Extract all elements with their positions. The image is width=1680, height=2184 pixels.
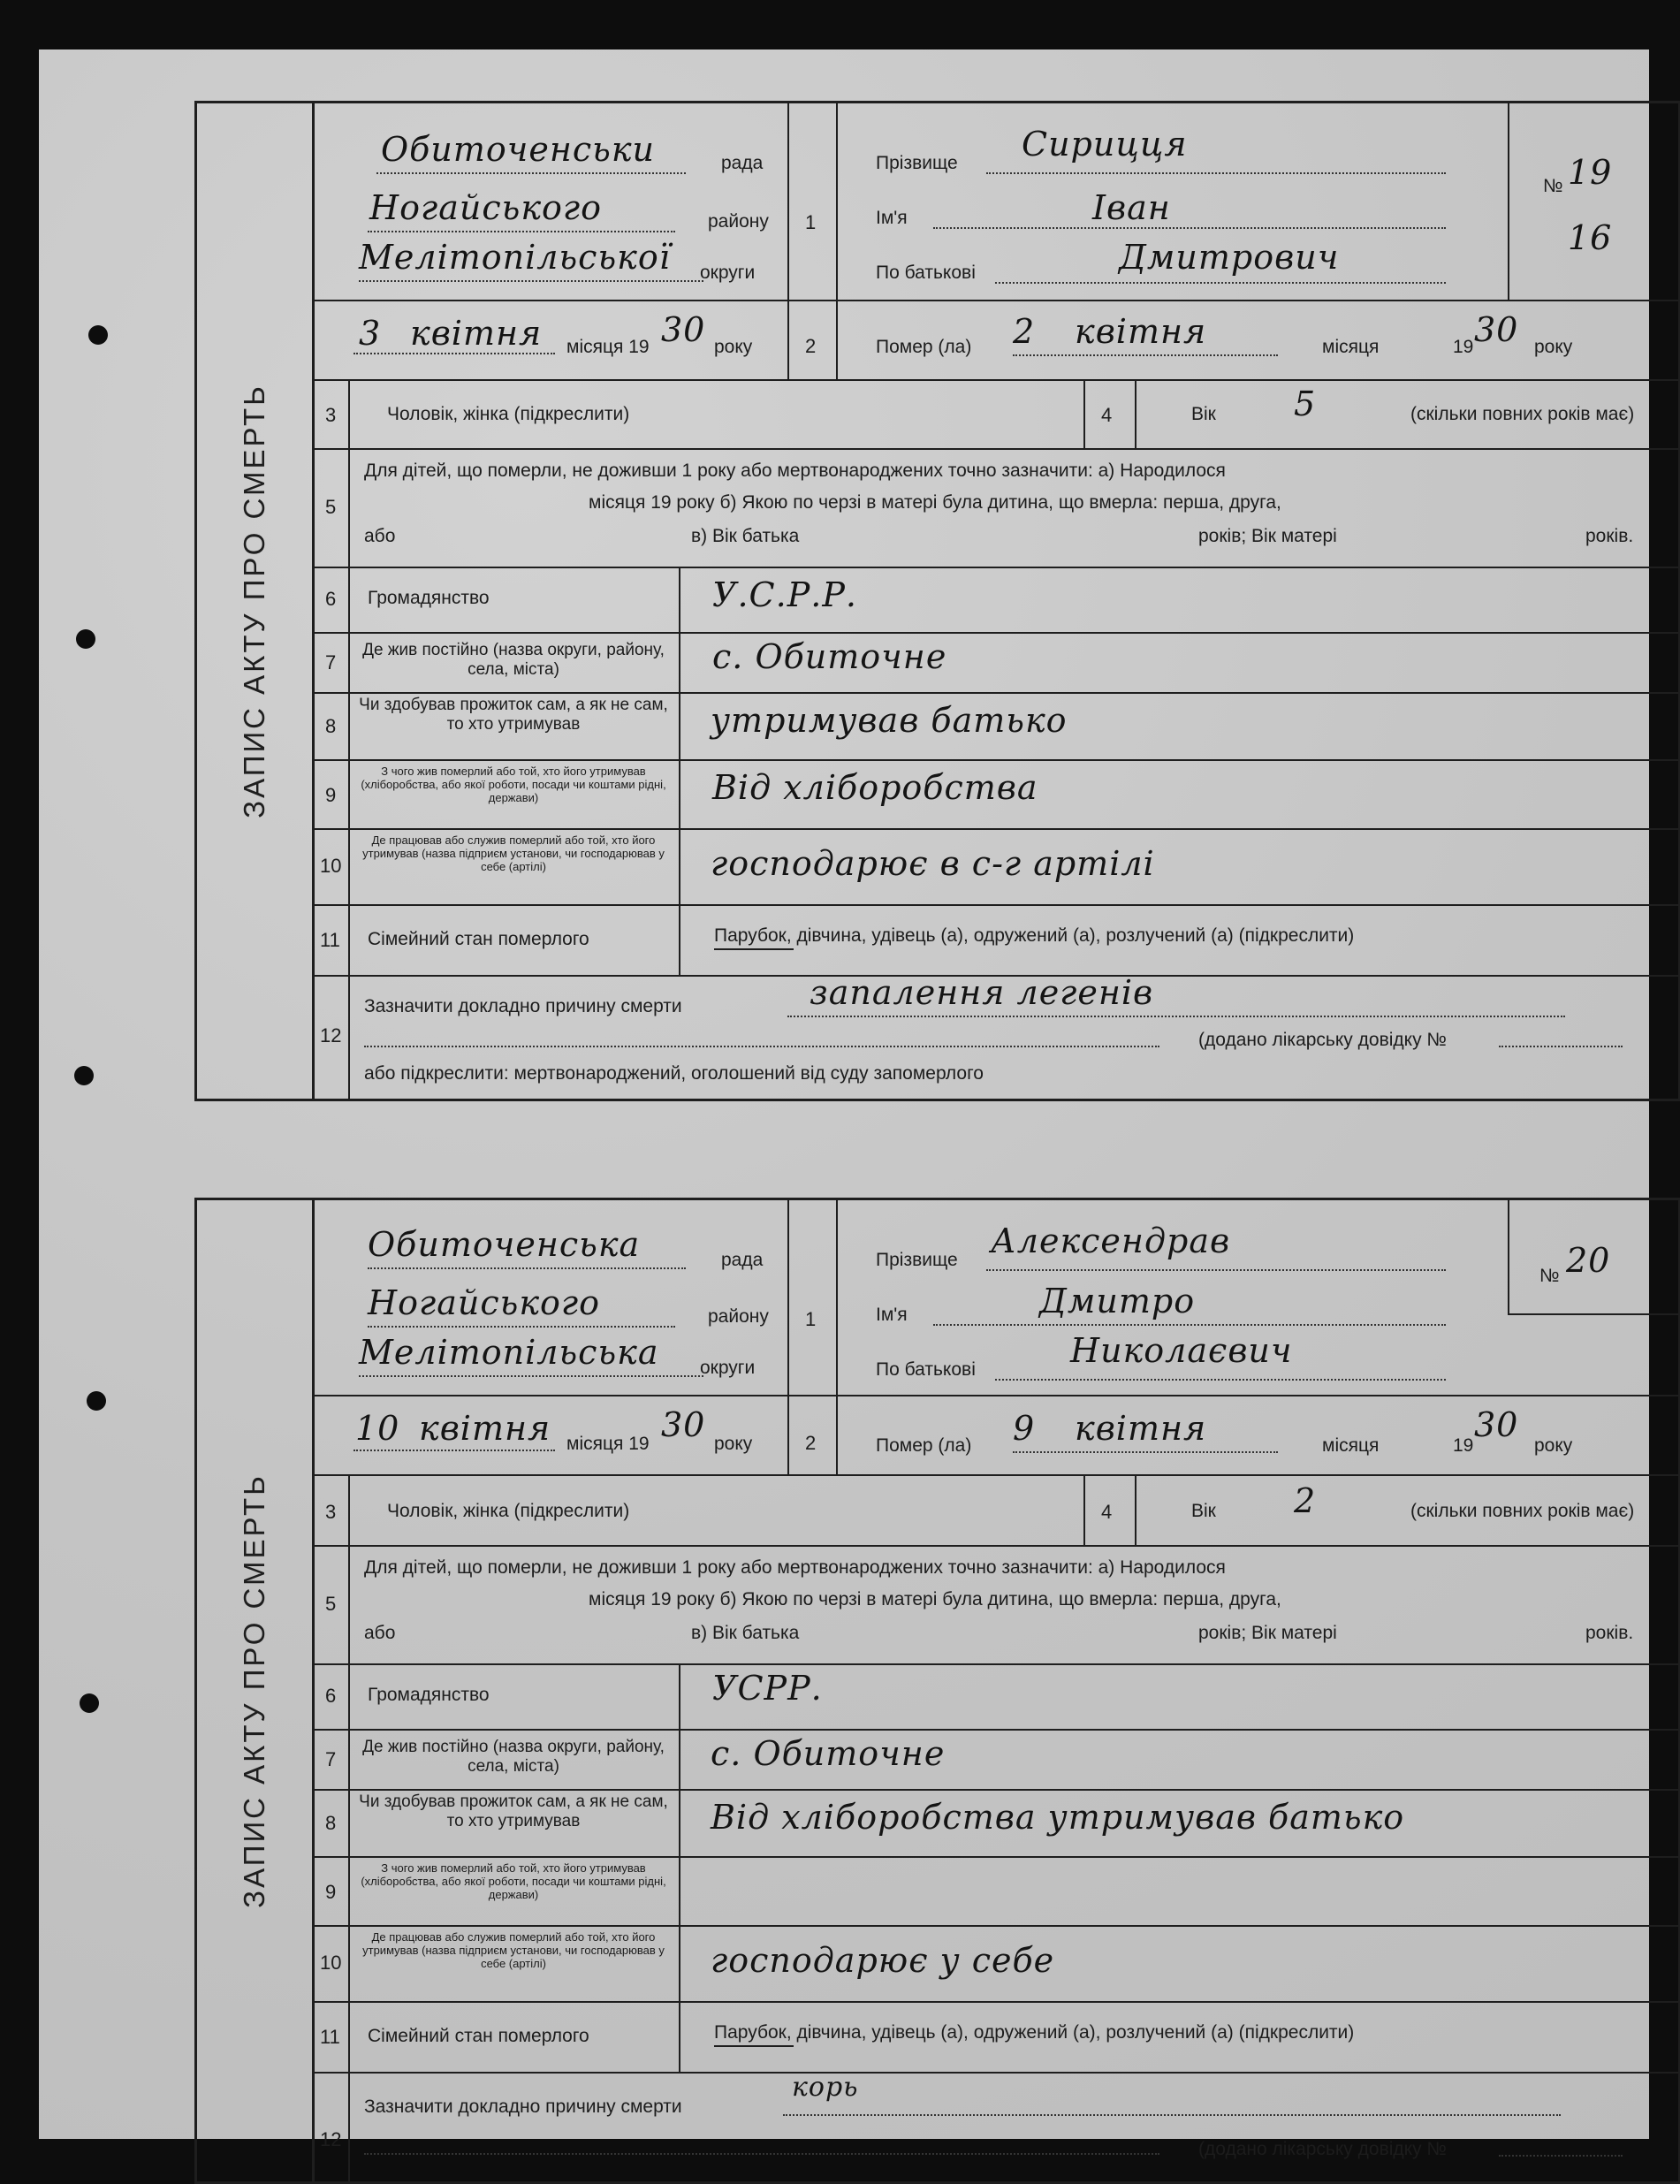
cause-value: запалення легенів (810, 973, 1154, 1012)
citizenship-value: У.С.Р.Р. (712, 575, 857, 614)
row-number: 8 (325, 715, 337, 737)
punch-hole (74, 1066, 94, 1085)
name-value: Іван (1092, 188, 1171, 227)
children-note-mother-age: років; Вік матері (1198, 526, 1337, 546)
death-year-label: року (1534, 337, 1573, 357)
row-number: 7 (325, 651, 337, 673)
row-number: 3 (325, 404, 337, 426)
residence-label: Де жив постійно (назва округи, району, села, міста) (362, 641, 665, 679)
reg-year-label: року (714, 337, 753, 357)
row-number: 12 (320, 1024, 342, 1046)
death-year-label: року (1534, 1435, 1573, 1456)
sex-label: Чоловік, жінка (підкреслити) (387, 1501, 630, 1521)
cause-value: корь (792, 2072, 859, 2103)
row-number: 6 (325, 588, 337, 610)
row-number: 5 (325, 1593, 337, 1615)
row-number: 2 (805, 1432, 817, 1454)
died-label: Помер (ла) (876, 337, 972, 357)
citizenship-label: Громадянство (368, 588, 490, 608)
side-title-strip (197, 103, 315, 1099)
stillborn-label: або підкреслити: мертвонароджений, оголошений від суду запомерлого (364, 1063, 984, 1084)
rada-label: рада (721, 1250, 764, 1270)
work-label: Де працював або служив померлий або той, хто його утримував (назва підприєм установи, чи господарював у себе (артілі) (362, 1930, 665, 1970)
marital-value: Парубок, дівчина, удівець (а), одружений (а), розлучений (а) (підкреслити) (714, 2022, 1355, 2043)
record-number: 20 (1566, 1241, 1611, 1280)
raion-value: Ногайського (368, 1283, 600, 1322)
raion-label: району (708, 1306, 769, 1327)
row-number: 7 (325, 1748, 337, 1770)
patronymic-value: Дмитрович (1119, 238, 1340, 277)
row-number: 1 (805, 1308, 817, 1330)
reg-day: 10 (355, 1409, 400, 1448)
reg-day: 3 (359, 314, 382, 353)
record-number-label: № (1543, 176, 1563, 196)
death-month-label: місяця (1322, 337, 1380, 357)
work-value: господарює в с-г артілі (711, 844, 1155, 883)
age-note: (скільки повних років має) (1410, 1501, 1635, 1521)
marital-underline (714, 2045, 794, 2047)
surname-label: Прізвище (876, 1250, 958, 1270)
work-value: господарює у себе (711, 1941, 1055, 1980)
row-number: 1 (805, 211, 817, 233)
residence-value: с. Обиточне (712, 637, 947, 676)
age-label: Вік (1191, 404, 1216, 424)
cert-label: (додано лікарську довідку № (1198, 2139, 1447, 2159)
row-number: 10 (320, 855, 342, 877)
marital-label: Сімейний стан померлого (368, 929, 589, 949)
patronymic-label: По батькові (876, 263, 976, 283)
row-number: 3 (325, 1501, 337, 1523)
support-label: Чи здобував прожиток сам, а як не сам, то хто утримував (359, 696, 668, 734)
record-number-label: № (1539, 1266, 1560, 1286)
surname-label: Прізвище (876, 153, 958, 173)
residence-value: с. Обиточне (711, 1734, 946, 1773)
reg-month-label: місяця 19 (566, 1434, 650, 1454)
punch-hole (87, 1391, 106, 1411)
cert-label: (додано лікарську довідку № (1198, 1030, 1447, 1050)
row-number: 4 (1101, 404, 1113, 426)
name-value: Дмитро (1039, 1282, 1196, 1320)
work-label: Де працював або служив померлий або той, хто його утримував (назва підприєм установи, чи господарював у себе (артілі) (362, 833, 665, 873)
children-note-father-age: в) Вік батька (691, 526, 800, 546)
side-title: ЗАПИС АКТУ ПРО СМЕРТЬ (238, 384, 270, 818)
source-label: З чого жив померлий або той, хто його утримував (хліборобства, або якої роботи, посади чи коштами рідні, держави) (361, 1861, 666, 1901)
raion-label: району (708, 211, 769, 232)
side-title: ЗАПИС АКТУ ПРО СМЕРТЬ (238, 1473, 270, 1908)
children-note-years: років. (1585, 526, 1634, 546)
children-note-years: років. (1585, 1623, 1634, 1643)
children-note-line-2: місяця 19 року б) Якою по черзі в матері була дитина, що вмерла: перша, друга, (589, 1589, 1281, 1609)
row-number: 8 (325, 1812, 337, 1834)
reg-month: квітня (419, 1409, 551, 1448)
died-label: Помер (ла) (876, 1435, 972, 1456)
source-value: Від хліборобства (712, 768, 1038, 807)
death-record-1 (194, 101, 1680, 1101)
surname-value: Алексендрав (991, 1221, 1231, 1260)
children-note-or: або (364, 526, 396, 546)
name-label: Ім'я (876, 208, 908, 228)
row-number: 2 (805, 335, 817, 357)
death-year: 30 (1474, 310, 1519, 349)
patronymic-value: Николаєвич (1070, 1331, 1293, 1370)
okrug-label: округи (700, 263, 756, 283)
punch-hole (80, 1693, 99, 1713)
row-number: 6 (325, 1685, 337, 1707)
source-label: З чого жив померлий або той, хто його утримував (хліборобства, або якої роботи, посади чи коштами рідні, держави) (361, 765, 666, 804)
children-note-line-2: місяця 19 року б) Якою по черзі в матері була дитина, що вмерла: перша, друга, (589, 492, 1281, 513)
death-record-2 (194, 1198, 1680, 2184)
death-month-label: місяця (1322, 1435, 1380, 1456)
children-note-or: або (364, 1623, 396, 1643)
citizenship-label: Громадянство (368, 1685, 490, 1705)
raion-value: Ногайського (369, 188, 602, 227)
record-number-extra: 16 (1568, 218, 1613, 257)
age-value: 2 (1294, 1481, 1317, 1520)
support-label: Чи здобував прожиток сам, а як не сам, то хто утримував (359, 1792, 668, 1830)
okrug-label: округи (700, 1358, 756, 1378)
row-number: 4 (1101, 1501, 1113, 1523)
reg-month-label: місяця 19 (566, 337, 650, 357)
support-value: утримував батько (711, 701, 1068, 740)
name-label: Ім'я (876, 1305, 908, 1325)
age-value: 5 (1294, 384, 1317, 423)
reg-month: квітня (410, 314, 543, 353)
death-month: квітня (1075, 312, 1207, 351)
death-month: квітня (1075, 1409, 1207, 1448)
okrug-value: Мелітопільська (359, 1333, 659, 1372)
children-note-father-age: в) Вік батька (691, 1623, 800, 1643)
death-year: 30 (1474, 1405, 1519, 1444)
age-note: (скільки повних років має) (1410, 404, 1635, 424)
reg-year: 30 (661, 1405, 706, 1444)
rada-value: Обиточенська (368, 1225, 641, 1264)
row-number: 5 (325, 496, 337, 518)
citizenship-value: УСРР. (712, 1669, 823, 1708)
sex-label: Чоловік, жінка (підкреслити) (387, 404, 630, 424)
reg-year: 30 (661, 310, 706, 349)
rada-value: Обиточенськи (381, 130, 656, 169)
cause-label: Зазначити докладно причину смерти (364, 2096, 682, 2117)
record-form-grid (315, 103, 1678, 1099)
row-number: 11 (320, 929, 340, 951)
death-day: 2 (1013, 312, 1036, 351)
death-year-prefix: 19 (1453, 337, 1474, 357)
death-day: 9 (1013, 1409, 1036, 1448)
record-form-grid (315, 1200, 1678, 2181)
reg-year-label: року (714, 1434, 753, 1454)
death-year-prefix: 19 (1453, 1435, 1474, 1456)
residence-label: Де жив постійно (назва округи, району, села, міста) (362, 1738, 665, 1776)
row-number: 10 (320, 1952, 342, 1974)
record-number: 19 (1568, 153, 1613, 192)
row-number: 12 (320, 2128, 342, 2150)
children-note-line-1: Для дітей, що померли, не доживши 1 року або мертвонароджених точно зазначити: а) Народилося (364, 1557, 1226, 1578)
okrug-value: Мелітопільської (359, 238, 671, 277)
marital-underline (714, 948, 794, 950)
patronymic-label: По батькові (876, 1359, 976, 1380)
document-page (39, 49, 1649, 2159)
cause-label: Зазначити докладно причину смерти (364, 996, 682, 1016)
row-number: 9 (325, 784, 337, 806)
marital-value: Парубок, дівчина, удівець (а), одружений (а), розлучений (а) (підкреслити) (714, 925, 1355, 946)
punch-hole (76, 629, 95, 649)
support-value: Від хліборобства утримував батько (711, 1798, 1405, 1837)
children-note-mother-age: років; Вік матері (1198, 1623, 1337, 1643)
rada-label: рада (721, 153, 764, 173)
punch-hole (88, 325, 108, 345)
surname-value: Сирицця (1022, 125, 1188, 164)
children-note-line-1: Для дітей, що померли, не доживши 1 року або мертвонароджених точно зазначити: а) Народилося (364, 460, 1226, 481)
row-number: 11 (320, 2026, 340, 2048)
age-label: Вік (1191, 1501, 1216, 1521)
side-title-strip (197, 1200, 315, 2181)
marital-label: Сімейний стан померлого (368, 2026, 589, 2046)
row-number: 9 (325, 1881, 337, 1903)
